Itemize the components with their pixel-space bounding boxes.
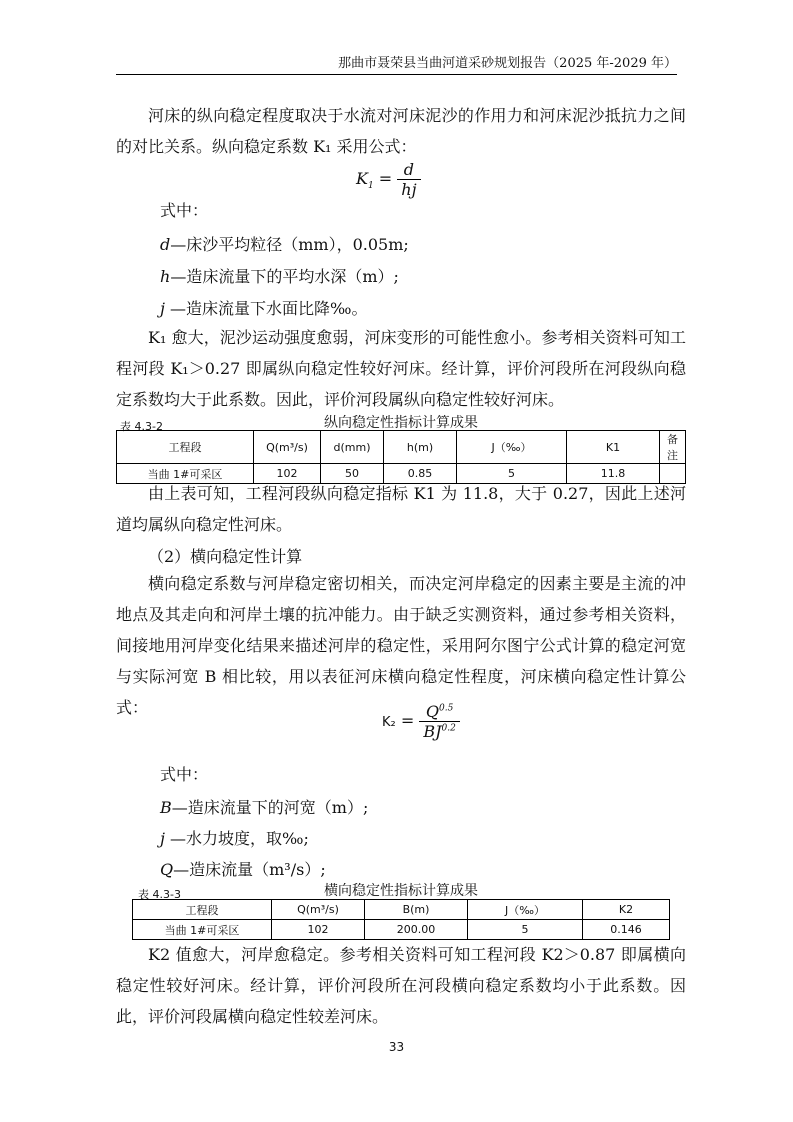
where-label-1: 式中： (160, 201, 209, 220)
table-row (133, 920, 670, 940)
definition-b (160, 795, 368, 818)
table-header-cell: J（‰） (468, 900, 583, 920)
paragraph-lateral-intro: 横向稳定系数与河岸稳定密切相关，而决定河岸稳定的因素主要是主流的冲地点及其走向和河岸土壤的抗冲能力。由于缺乏实测资料，通过参考相关资料，间接地用河岸变化结果来描述河岸的稳定性，采用阿尔图宁公式计算的稳定河宽与实际河宽 B 相比较，用以表征河床横向稳定性程度，河床横向稳定性计算公式： (116, 574, 686, 717)
section-heading-lateral: （2）横向稳定性计算 (148, 547, 303, 566)
definition-d (160, 232, 409, 255)
formula-k1-lhs: K (356, 169, 368, 188)
definition-h-text: —造床流量下的平均水深（m）; (170, 267, 399, 286)
table-header-cell: 工程段 (117, 431, 254, 464)
definition-j2 (160, 826, 309, 849)
table-header-cell: d(mm) (321, 431, 384, 464)
table-cell: 5 (468, 920, 583, 940)
definition-b-text: —造床流量下的河宽（m）; (171, 798, 369, 817)
definition-d-symbol: d (160, 235, 171, 254)
lateral-stability-table (132, 899, 670, 940)
table-header-cell: 备注 (660, 431, 686, 464)
formula-k1-fraction (397, 160, 420, 199)
table-cell: 11.8 (567, 464, 660, 484)
table-header-cell: K2 (583, 900, 670, 920)
table-header-row (133, 900, 670, 920)
formula-k1-lhs-sub: 1 (367, 181, 374, 192)
longitudinal-stability-table (116, 430, 686, 484)
formula-k2-fraction (419, 702, 460, 741)
paragraph-table1-conclusion: 由上表可知，工程河段纵向稳定指标 K1 为 11.8，大于 0.27，因此上述河道均属纵向稳定性河床。 (116, 484, 686, 534)
table-cell: 5 (457, 464, 567, 484)
table2-label: 表 4.3-3 (138, 888, 181, 901)
definition-j2-symbol: j (160, 829, 165, 848)
formula-k1-numerator: d (397, 160, 420, 180)
table-cell: 0.85 (384, 464, 457, 484)
formula-k2-lhs: K₂ (382, 715, 396, 730)
definition-d-text: —床沙平均粒径（mm），0.05m; (170, 235, 409, 254)
definition-j2-text: —水力坡度，取‰; (164, 829, 309, 848)
paragraph-k2-conclusion: K2 值愈大，河岸愈稳定。参考相关资料可知工程河段 K2＞0.87 即属横向稳定性较好河床。经计算，评价河段所在河段横向稳定系数均小于此系数。因此，评价河段属横向稳定性较差河床。 (116, 945, 686, 1026)
definition-h-symbol: h (160, 267, 171, 286)
table-header-cell: J（‰） (457, 431, 567, 464)
table-cell: 当曲 1#可采区 (133, 920, 272, 940)
formula-k1 (356, 160, 421, 199)
table-header-cell: 工程段 (133, 900, 272, 920)
formula-k2 (382, 702, 460, 741)
table-header-cell: h(m) (384, 431, 457, 464)
header-title: 那曲市聂荣县当曲河道采砂规划报告（2025 年-2029 年） (338, 56, 677, 71)
table-header-cell: B(m) (365, 900, 468, 920)
table-cell: 102 (272, 920, 365, 940)
table-header-cell: Q(m³/s) (254, 431, 321, 464)
definition-j-text: —造床流量下水面比降‰。 (164, 299, 368, 318)
definition-b-symbol: B (160, 798, 172, 817)
definition-h (160, 264, 399, 287)
formula-k2-j-exponent: 0.2 (441, 723, 456, 734)
table2-title: 横向稳定性指标计算成果 (324, 883, 478, 899)
paragraph-k1-conclusion: K₁ 愈大，泥沙运动强度愈弱，河床变形的可能性愈小。参考相关资料可知工程河段 K₁＞0.27 即属纵向稳定性较好河床。经计算，评价河段所在河段纵向稳定系数均大于此系数。因此，评价河段属纵向稳定性较好河床。 (116, 328, 686, 409)
table-header-cell: Q(m³/s) (272, 900, 365, 920)
table-cell: 102 (254, 464, 321, 484)
definition-j (160, 296, 368, 319)
definition-q-text: —造床流量（m³/s）; (173, 860, 326, 879)
page-header (116, 52, 677, 75)
formula-k2-q: Q (425, 702, 439, 721)
table-cell: 当曲 1#可采区 (117, 464, 254, 484)
paragraph-longitudinal-intro: 河床的纵向稳定程度取决于水流对河床泥沙的作用力和河床泥沙抵抗力之间的对比关系。纵向稳定系数 K₁ 采用公式： (116, 106, 686, 156)
table-header-cell: K1 (567, 431, 660, 464)
formula-k2-eq: = (400, 711, 415, 730)
formula-k1-eq: = (378, 169, 393, 188)
page-number: 33 (388, 1040, 405, 1054)
table-cell: 0.146 (583, 920, 670, 940)
where-label-2: 式中： (160, 765, 209, 784)
formula-k2-numerator (419, 702, 460, 722)
formula-k2-denominator (419, 722, 460, 741)
definition-q-symbol: Q (160, 860, 174, 879)
formula-k2-q-exponent: 0.5 (438, 703, 454, 714)
table1-label: 表 4.3-2 (120, 420, 163, 433)
formula-k1-denominator: hj (401, 180, 417, 199)
definition-j-symbol: j (160, 299, 165, 318)
definition-q (160, 857, 326, 880)
table-header-row (117, 431, 686, 464)
table-cell: 200.00 (365, 920, 468, 940)
table1-title: 纵向稳定性指标计算成果 (324, 415, 478, 431)
formula-k2-bj: BJ (423, 722, 442, 741)
table-cell: 50 (321, 464, 384, 484)
